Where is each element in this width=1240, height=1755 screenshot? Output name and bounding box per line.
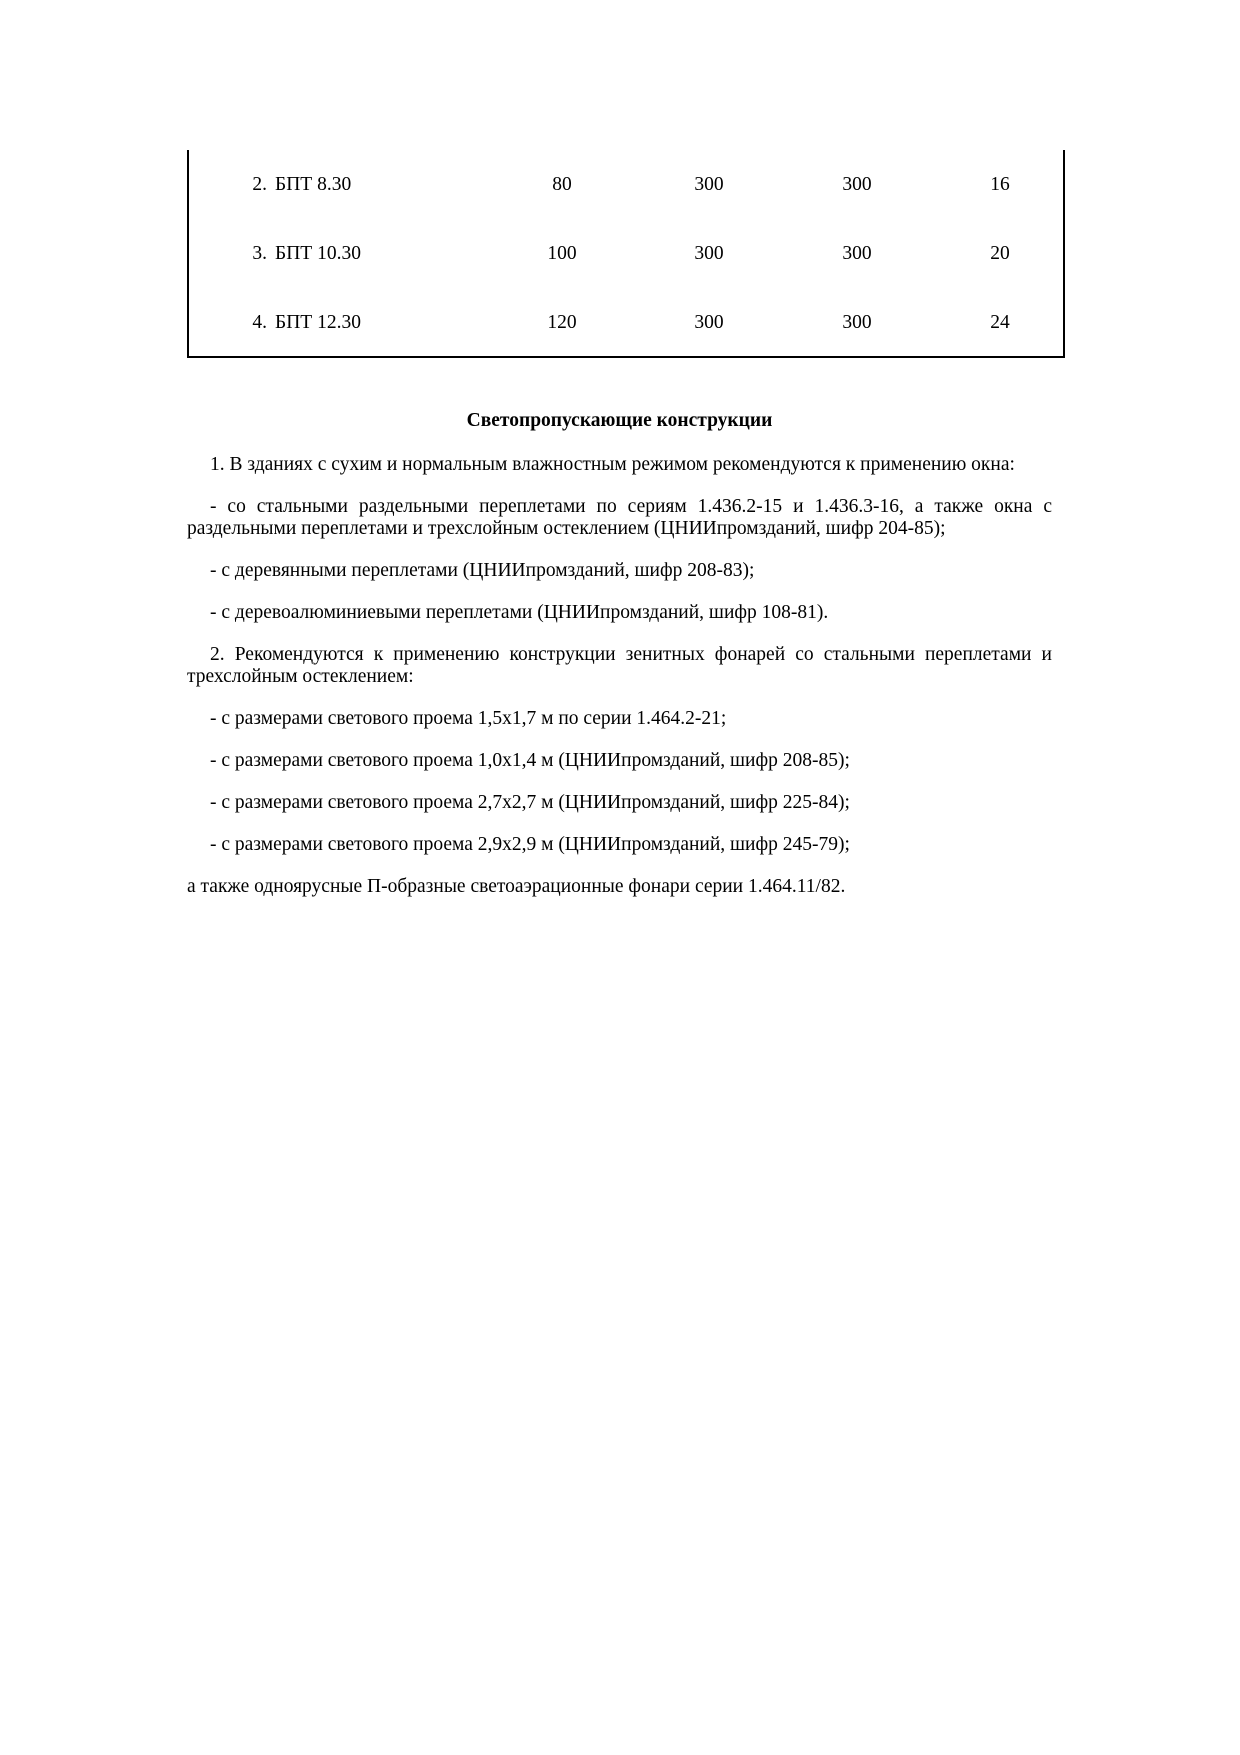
paragraph: - с размерами светового проема 2,7х2,7 м (ЦНИИпромзданий, шифр 225-84); [210, 792, 850, 813]
table-row [187, 242, 1065, 266]
value-cell: 24 [990, 312, 1010, 333]
products-table [187, 150, 1065, 358]
paragraph: - с размерами светового проема 2,9х2,9 м (ЦНИИпромзданий, шифр 245-79); [210, 834, 850, 855]
value-cell: 300 [842, 243, 872, 264]
section-body [187, 408, 1052, 918]
value-cell: 300 [694, 174, 724, 195]
row-number: 2. [252, 174, 267, 195]
paragraph: 2. Рекомендуются к применению конструкции зенитных фонарей со стальными переплетами и трехслойным остеклением: [187, 644, 1052, 687]
row-number: 3. [252, 243, 267, 264]
row-number: 4. [252, 312, 267, 333]
value-cell: 120 [547, 312, 577, 333]
paragraph: - с деревянными переплетами (ЦНИИпромзданий, шифр 208-83); [210, 560, 755, 581]
value-cell: 300 [694, 312, 724, 333]
section-heading: Светопропускающие конструкции [466, 410, 773, 431]
paragraph: - со стальными раздельными переплетами по сериям 1.436.2-15 и 1.436.3-16, а также окна с раздельными переплетами и трехслойным остеклением (ЦНИИпромзданий, шифр 204-85); [187, 496, 1052, 539]
paragraph: - с размерами светового проема 1,0х1,4 м (ЦНИИпромзданий, шифр 208-85); [210, 750, 850, 771]
product-name: БПТ 12.30 [275, 312, 361, 333]
value-cell: 100 [547, 243, 577, 264]
value-cell: 300 [842, 312, 872, 333]
table-border-bottom [187, 356, 1065, 358]
product-name: БПТ 10.30 [275, 243, 361, 264]
closing-paragraph: а также одноярусные П-образные светоаэрационные фонари серии 1.464.11/82. [187, 876, 846, 897]
value-cell: 80 [552, 174, 572, 195]
paragraph: - с размерами светового проема 1,5х1,7 м по серии 1.464.2-21; [210, 708, 727, 729]
table-row [187, 173, 1065, 197]
paragraph: - с деревоалюминиевыми переплетами (ЦНИИпромзданий, шифр 108-81). [210, 602, 829, 623]
paragraph: 1. В зданиях с сухим и нормальным влажностным режимом рекомендуются к применению окна: [210, 454, 1015, 475]
value-cell: 300 [842, 174, 872, 195]
product-name: БПТ 8.30 [275, 174, 352, 195]
value-cell: 20 [990, 243, 1010, 264]
value-cell: 16 [990, 174, 1010, 195]
table-row [187, 311, 1065, 335]
value-cell: 300 [694, 243, 724, 264]
